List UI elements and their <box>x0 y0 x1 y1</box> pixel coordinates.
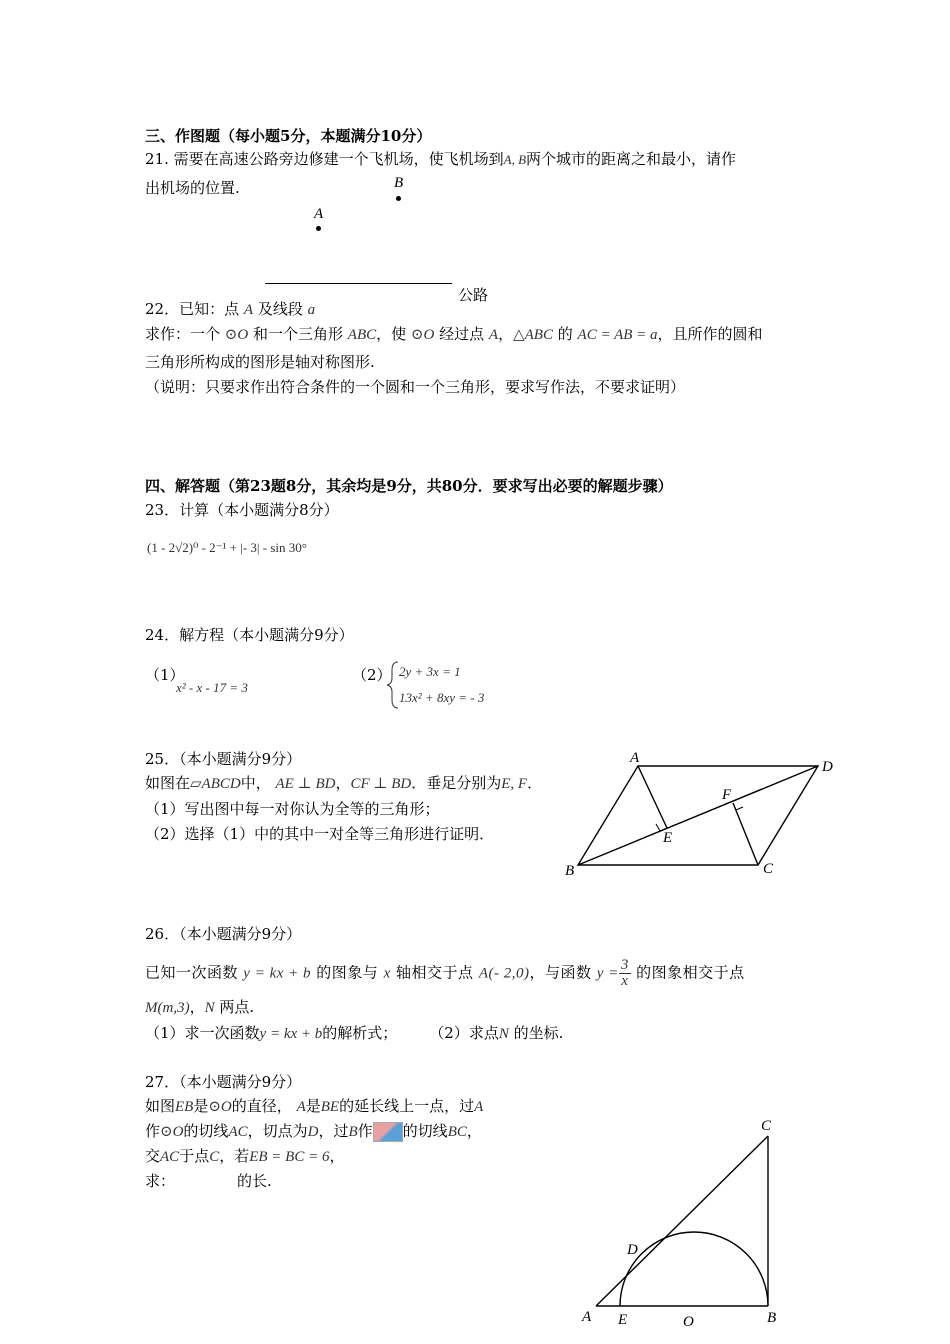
q26-func2-lhs: y = <box>596 965 619 982</box>
q26-line2: M(m,3)，N 两点. <box>145 998 255 1016</box>
q27-title: 27．（本小题满分9分） <box>145 1073 302 1091</box>
q27-be: BE <box>320 1099 340 1115</box>
q27-t15: ，若 <box>219 1147 250 1165</box>
q26-t4: ，与函数 <box>529 963 592 982</box>
q27-bc: BC <box>447 1124 467 1140</box>
q24-title: 24．解方程（本小题满分9分） <box>145 626 354 644</box>
q26-func1: y = kx + b <box>243 965 312 982</box>
q21-point-a-label: A <box>314 206 324 222</box>
q27-ac2: AC <box>160 1149 180 1165</box>
q25-t2: 中， <box>240 774 271 792</box>
q27-t2: 是 <box>193 1097 209 1115</box>
q27-c: C <box>209 1149 220 1165</box>
q25-label-b: B <box>565 863 575 879</box>
q25-perp1: AE ⊥ BD <box>275 776 336 792</box>
q25-title: 25．（本小题满分9分） <box>145 750 302 768</box>
q21-text-b: 两个城市的距离之和最小，请作 <box>526 150 737 168</box>
q27-label-e: E <box>618 1312 628 1328</box>
q27-label-c: C <box>761 1118 772 1134</box>
q25-label-f: F <box>722 787 732 803</box>
q22-circle-o: ⊙O <box>224 327 249 343</box>
q22-t4: 和一个三角形 <box>252 325 343 343</box>
q27-t9: ，过 <box>318 1122 349 1140</box>
q21-ab: A, B <box>503 152 527 167</box>
q27-co: ⊙O <box>208 1099 232 1115</box>
q27-t17: 求： <box>145 1172 176 1190</box>
q22-t7: ， <box>498 325 514 343</box>
q21-text-a: 21. 需要在高速公路旁边修建一个飞机场，使飞机场到 <box>145 150 504 168</box>
q27-a1: A <box>296 1099 306 1115</box>
q27-t13: 交 <box>145 1147 161 1165</box>
q26-func3: y = kx + b <box>259 1026 323 1042</box>
q26-pt-n: N <box>204 1000 215 1016</box>
q22-line3: 三角形所构成的图形是轴对称图形. <box>145 353 375 371</box>
q27-t6: 作 <box>145 1122 161 1140</box>
q22-t5: ，使 <box>376 325 407 343</box>
q27-t10: 作 <box>357 1122 373 1140</box>
q26-den: x <box>621 973 629 989</box>
q22-t3: 求作：一个 <box>145 325 221 343</box>
q23-title: 23．计算（本小题满分8分） <box>145 501 339 519</box>
q26-num: 3 <box>620 957 629 973</box>
q27-semicircle <box>620 1232 768 1306</box>
q26-item2a: （2）求点 <box>429 1024 499 1042</box>
q21-road-label: 公路 <box>458 286 489 304</box>
q25-comma: ， <box>335 774 351 792</box>
q26-t5: 的图象相交于点 <box>636 963 745 982</box>
q22-t2: 及线段 <box>257 300 303 318</box>
q27-t16: ， <box>329 1147 345 1165</box>
q27-t4: 是 <box>305 1097 321 1115</box>
q22-eq: AC = AB = a <box>577 327 658 343</box>
q27-co2: ⊙O <box>160 1124 184 1140</box>
q27-label-o: O <box>683 1314 694 1330</box>
q26-t6: 两点. <box>219 998 255 1016</box>
q27-t1: 如图 <box>145 1097 176 1115</box>
q23-expr: (1 - 2√2)⁰ - 2⁻¹ + |- 3| - sin 30° <box>147 540 307 555</box>
q25-label-c: C <box>763 861 774 877</box>
q27-b: B <box>348 1124 358 1140</box>
q27-tangent-ac <box>596 1136 768 1306</box>
q26-t3: 轴相交于点 <box>396 963 474 982</box>
q24-eq1: x² - x - 17 = 3 <box>176 680 248 695</box>
q22-tri2: △ABC <box>513 327 553 343</box>
q27-t5: 的延长线上一点，过 <box>339 1097 475 1115</box>
q27-d: D <box>307 1124 319 1140</box>
q24-p1: （1） <box>145 666 185 684</box>
q26-item1b: 的解析式； <box>322 1024 398 1042</box>
q25-perp2: CF ⊥ BD <box>350 776 412 792</box>
q27-label-d: D <box>627 1242 638 1258</box>
q24-p2: （2） <box>352 666 392 684</box>
q26-t1: 已知一次函数 <box>145 963 239 982</box>
q27-t18: 的长. <box>237 1172 272 1190</box>
q22-t9: ，且所作的圆和 <box>657 325 763 343</box>
q26-item1a: （1）求一次函数 <box>145 1024 260 1042</box>
q25-label-a: A <box>630 750 640 766</box>
q25-para: ▱ABCD <box>190 776 241 792</box>
q26-pt-m: M(m,3) <box>145 1000 190 1016</box>
q25-ef: E, F <box>501 776 528 792</box>
q27-eq: EB = BC = 6 <box>249 1149 330 1165</box>
q27-label-a: A <box>582 1309 592 1325</box>
q27-t14: 于点 <box>179 1147 210 1165</box>
q25-label-d: D <box>822 759 833 775</box>
q27-a2: A <box>474 1099 484 1115</box>
q26-pt-n2: N <box>498 1026 509 1042</box>
q25-t3: ．垂足分别为 <box>411 774 502 792</box>
q26-item2b: 的坐标. <box>513 1024 564 1042</box>
q27-label-b: B <box>767 1310 777 1326</box>
section3-title: 三、作图题（每小题5分，本题满分10分） <box>145 127 432 145</box>
q27-t12: ， <box>466 1122 482 1140</box>
q22-t6: 经过点 <box>439 325 485 343</box>
q22-note: （说明：只要求作出符合条件的一个圆和一个三角形，要求写作法，不要求证明） <box>145 378 686 396</box>
q27-eb: EB <box>175 1099 194 1115</box>
q24-sys1: 2y + 3x = 1 <box>399 664 461 679</box>
q26-xaxis: x <box>383 965 391 982</box>
q27-ac: AC <box>228 1124 248 1140</box>
q25-item1: （1）写出图中每一对你认为全等的三角形； <box>145 800 440 818</box>
q21-point-b-label: B <box>394 175 404 191</box>
q25-item2: （2）选择（1）中的其中一对全等三角形进行证明． <box>145 825 495 843</box>
q25-label-e: E <box>663 830 673 846</box>
q27-t3: 的直径， <box>231 1097 292 1115</box>
q22-circle-o2: ⊙O <box>410 327 435 343</box>
q27-t11: 的切线 <box>402 1122 448 1140</box>
q26-t2: 的图象与 <box>316 963 379 982</box>
section4-title: 四、解答题（第23题8分，其余均是9分，共80分．要求写出必要的解题步骤） <box>145 477 673 495</box>
q21-line2: 出机场的位置. <box>145 179 240 197</box>
q22-seg-a: a <box>307 302 316 318</box>
q27-t8: ，切点为 <box>247 1122 308 1140</box>
q24-sys2: 13x² + 8xy = - 3 <box>399 690 485 705</box>
q22-pt-a2: A <box>488 327 499 343</box>
q25-period: ． <box>527 774 543 792</box>
q25-t1: 如图在 <box>145 774 191 792</box>
q26-pt-a: A(- 2,0) <box>478 965 530 982</box>
q26-title: 26．（本小题满分9分） <box>145 925 302 943</box>
q22-t1: 22．已知：点 <box>145 300 240 318</box>
q22-pt-a: A <box>243 302 254 318</box>
q22-t8: 的 <box>557 325 573 343</box>
q22-tri: ABC <box>347 327 377 343</box>
q27-t7: 的切线 <box>183 1122 229 1140</box>
